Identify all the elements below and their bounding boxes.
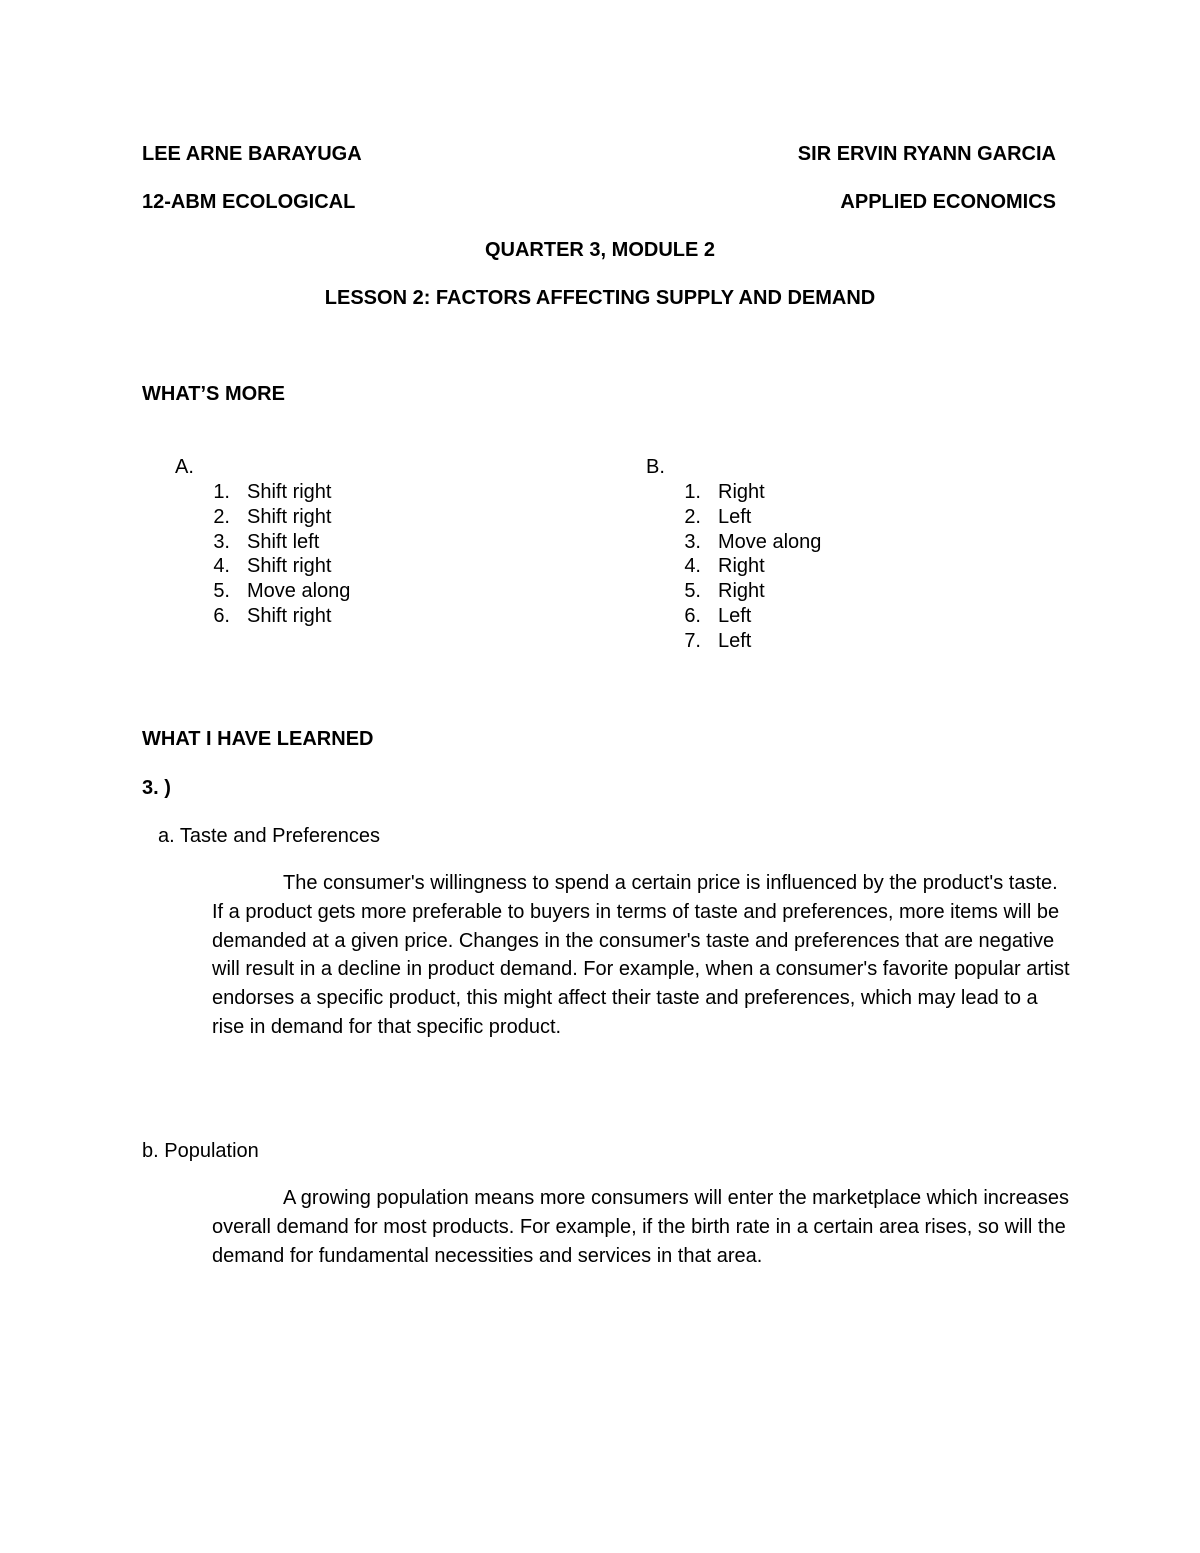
list-item: [646, 629, 752, 654]
subject-name: APPLIED ECONOMICS: [840, 191, 1056, 213]
what-i-have-learned-heading: WHAT I HAVE LEARNED: [142, 728, 374, 750]
list-item: [646, 579, 765, 604]
class-section: 12-ABM ECOLOGICAL: [142, 191, 356, 213]
list-item: [646, 530, 822, 555]
list-item: [646, 604, 752, 629]
factor-a-title: a. Taste and Preferences: [158, 825, 380, 847]
list-item: [175, 604, 332, 629]
question-number: 3. ): [142, 777, 171, 799]
factor-a-paragraph: The consumer's willingness to spend a certain price is influenced by the product's taste. If a product gets more preferable to buyers in terms of taste and preferences, more items will be demanded at a given price. Changes in the consumer's taste and preferences that are negative will result in a decline in product demand. For example, when a consumer's favorite popular artist endorses a specific product, this might affect their taste and preferences, which may lead to a rise in demand for that specific product.: [212, 872, 1070, 1038]
item-number: 5.: [213, 580, 230, 603]
list-item: [175, 579, 351, 604]
item-number: 6.: [684, 604, 701, 627]
quarter-module-title: QUARTER 3, MODULE 2: [484, 239, 716, 261]
part-a-label: A.: [175, 456, 194, 478]
item-answer: Left: [718, 604, 752, 627]
part-a-list: [175, 480, 351, 629]
student-name: LEE ARNE BARAYUGA: [142, 143, 362, 165]
answers-part-b: [646, 455, 822, 654]
item-number: 4.: [684, 555, 701, 578]
list-item: [646, 505, 752, 530]
item-number: 4.: [213, 555, 230, 578]
item-answer: Shift right: [247, 604, 332, 627]
item-number: 3.: [213, 530, 230, 553]
item-answer: Right: [718, 481, 765, 503]
item-number: 5.: [684, 580, 701, 603]
item-answer: Move along: [718, 530, 822, 553]
item-answer: Shift left: [247, 530, 320, 553]
part-b-label: B.: [646, 456, 665, 478]
list-item: [175, 480, 332, 505]
lesson-title: LESSON 2: FACTORS AFFECTING SUPPLY AND DEMAND: [324, 287, 876, 309]
item-answer: Right: [718, 580, 765, 603]
item-number: 2.: [684, 505, 701, 528]
list-item: [175, 554, 332, 579]
item-number: 1.: [213, 481, 230, 503]
factor-b-paragraph: A growing population means more consumers will enter the marketplace which increases overall demand for most products. For example, if the birth rate in a certain area rises, so will the demand for fundamental necessities and services in that area.: [212, 1187, 1069, 1267]
item-number: 6.: [213, 604, 230, 627]
whats-more-heading: WHAT’S MORE: [142, 383, 285, 405]
answers-part-a: [175, 455, 351, 629]
list-item: [175, 505, 332, 530]
list-item: [175, 530, 320, 555]
item-answer: Shift right: [247, 505, 332, 528]
part-b-list: [646, 480, 822, 654]
item-answer: Left: [718, 629, 752, 652]
item-answer: Shift right: [247, 555, 332, 578]
item-answer: Left: [718, 505, 752, 528]
list-item: [646, 554, 765, 579]
teacher-name: SIR ERVIN RYANN GARCIA: [797, 143, 1056, 165]
list-item: [646, 480, 765, 505]
item-answer: Right: [718, 555, 765, 578]
item-answer: Shift right: [247, 481, 332, 503]
item-number: 3.: [684, 530, 701, 553]
item-number: 7.: [684, 629, 701, 652]
item-number: 1.: [684, 481, 701, 503]
factor-b-title: b. Population: [142, 1140, 259, 1162]
item-answer: Move along: [247, 580, 351, 603]
item-number: 2.: [213, 505, 230, 528]
